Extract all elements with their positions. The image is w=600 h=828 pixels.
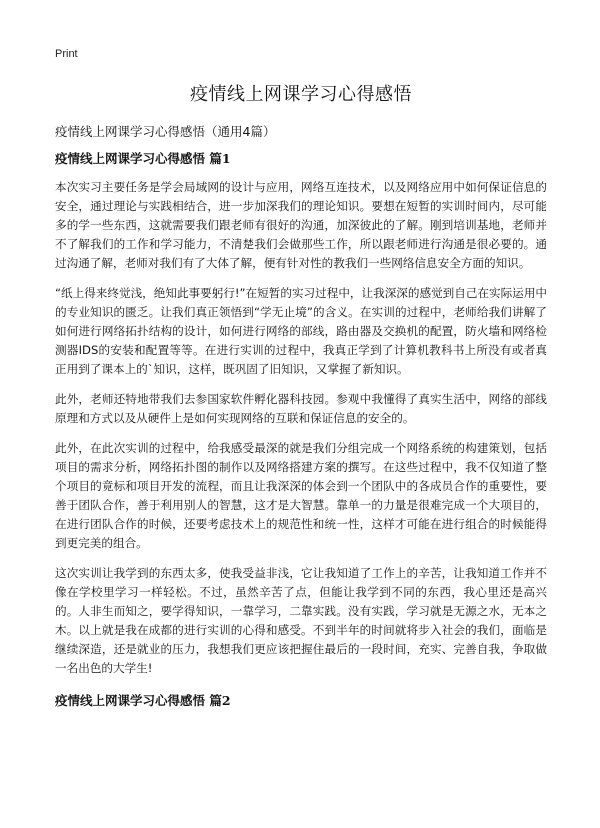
paragraph: 这次实训让我学到的东西太多，使我受益非浅，它让我知道了工作上的辛苦，让我知道工作并不像在学校里学习一样轻松。不过，虽然辛苦了点，但能让我学到不同的东西，我心里还是高兴的。人非生而知之，要学得知识，一靠学习，二靠实践。没有实践，学习就是无源之水，无本之木。以上就是我在成都的进行实训的心得和感受。不到半年的时间就将步入社会的我们，面临是继续深造，还是就业的压力，我想我们更应该把握住最后的一段时间，充实、完善自我，争取做一名出色的大学生!: [55, 566, 547, 675]
section-heading: 疫情线上网课学习心得感悟 篇2: [55, 693, 231, 708]
document-subtitle: 疫情线上网课学习心得感悟（通用4篇）: [55, 124, 276, 139]
section-heading: 疫情线上网课学习心得感悟 篇1: [55, 151, 231, 166]
page-title: 疫情线上网课学习心得感悟: [190, 84, 412, 105]
print-link[interactable]: Print: [55, 48, 78, 60]
document-content: [55, 150, 547, 720]
section-2: [55, 692, 547, 710]
document-page: [55, 0, 547, 828]
paragraph: 此外，老师还特地带我们去参国家软件孵化器科技园。参观中我懂得了真实生活中，网络的部线原理和方式以及从硬件上是如何实现网络的互联和保证信息的安全的。: [55, 392, 547, 425]
paragraph: 本次实习主要任务是学会局域网的设计与应用，网络互连技术，以及网络应用中如何保证信息的安全，通过理论与实践相结合，进一步加深我们的理论知识。要想在短暂的实训时间内，尽可能多的学一些东西，这就需要我们跟老师有很好的沟通，加深彼此的了解。刚到培训基地，老师并不了解我们的工作和学习能力，不清楚我们会做那些工作，所以跟老师进行沟通是很必要的。通过沟通了解，老师对我们有了大体了解，便有针对性的教我们一些网络信息安全方面的知识。: [55, 180, 547, 270]
section-1: [55, 150, 547, 678]
paragraph: “纸上得来终觉浅，绝知此事要躬行!”在短暂的实习过程中，让我深深的感觉到自己在实际运用中的专业知识的匮乏。让我们真正领悟到“学无止境”的含义。在实训的过程中，老师给我们讲解了如何进行网络拓扑结构的设计，如何进行网络的部线，路由器及交换机的配置，防火墙和网络检测器IDS的安装和配置等等。在进行实训的过程中，我真正学到了计算机教科书上所没有或者真正用到了课本上的`知识，这样，既巩固了旧知识，又掌握了新知识。: [55, 286, 547, 376]
paragraph: 此外，在此次实训的过程中，给我感受最深的就是我们分组完成一个网络系统的构建策划，包括项目的需求分析，网络拓扑图的制作以及网络搭建方案的撰写。在这些过程中，我不仅知道了整个项目的竟标和项目开发的流程，而且让我深深的体会到一个团队中的各成员合作的重要性，要善于团队合作，善于利用别人的智慧，这才是大智慧。靠单一的力量是很难完成一个大项目的，在进行团队合作的时候，还要考虑技术上的规范性和统一性，这样才可能在进行组合的时候能得到更完美的组合。: [55, 441, 547, 550]
